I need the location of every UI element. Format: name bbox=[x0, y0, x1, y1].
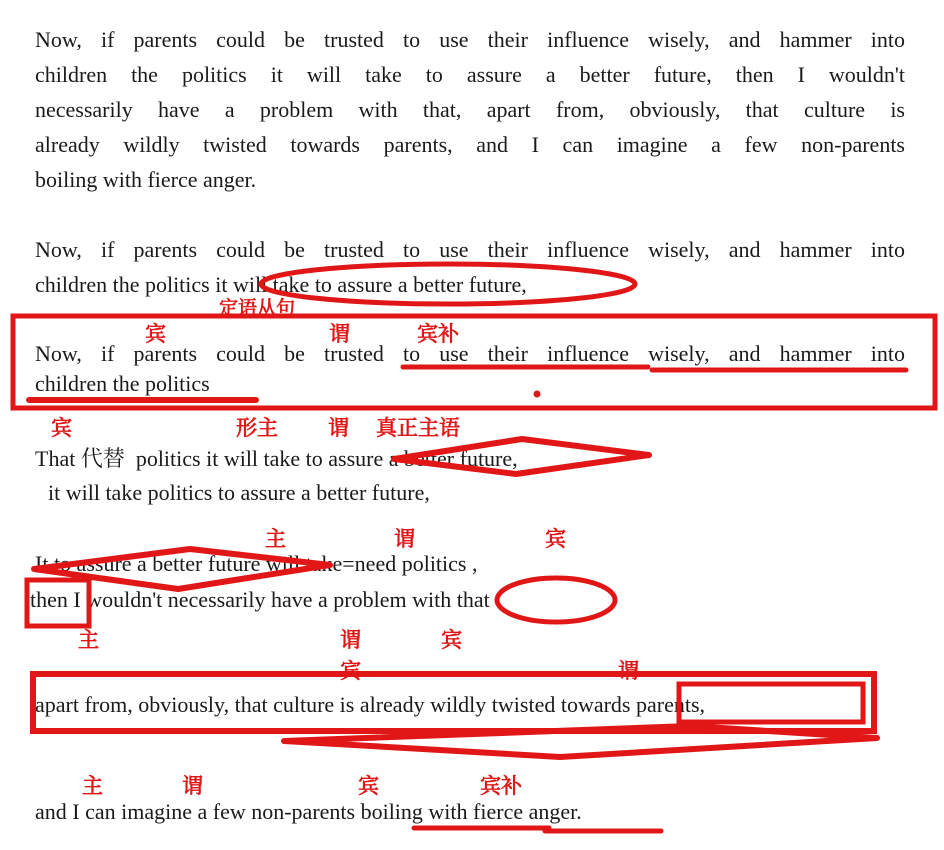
boxed-line1: Now, if parents could be trusted to use their influence wisely, and hammer into bbox=[35, 341, 905, 366]
ittake-line: It to assure a better future will take=need politics , bbox=[35, 551, 478, 576]
label-object-complement-final: 宾补 bbox=[480, 775, 522, 798]
excerpt-line1: Now, if parents could be trusted to use their influence wisely, and hammer into bbox=[35, 237, 905, 262]
paragraph1-line3: necessarily have a problem with that, apart from, obviously, that culture is bbox=[35, 97, 905, 122]
paragraph1-line2: children the politics it will take to assure a better future, then I wouldn't bbox=[35, 62, 905, 87]
label-object-that-row: 宾 bbox=[51, 417, 72, 440]
label-predicate-ittake: 谓 bbox=[394, 528, 415, 551]
label-formal-subject: 形主 bbox=[236, 417, 278, 440]
red-dot-annotation bbox=[534, 391, 541, 398]
paragraph1-line5: boiling with fierce anger. bbox=[35, 167, 257, 192]
label-object-final: 宾 bbox=[358, 775, 379, 798]
box-annotation-towards-parents bbox=[679, 684, 863, 722]
final-line: and I can imagine a few non-parents boiling with fierce anger. bbox=[35, 799, 582, 824]
paragraph1-line4: already wildly twisted towards parents, and I can imagine a few non-parents bbox=[35, 132, 905, 157]
label-object-complement-boxed: 宾补 bbox=[417, 323, 459, 346]
label-subject-final: 主 bbox=[82, 775, 103, 798]
that-row-line2: it will take politics to assure a better future, bbox=[48, 480, 430, 505]
label-object-then: 宾 bbox=[441, 629, 462, 652]
flat-diamond-flourish bbox=[284, 726, 877, 757]
label-subject-ittake: 主 bbox=[265, 528, 286, 551]
apart-line: apart from, obviously, that culture is already wildly twisted towards parents, bbox=[35, 692, 706, 717]
label-predicate-final: 谓 bbox=[182, 775, 203, 798]
label-predicate-apart: 谓 bbox=[618, 660, 639, 683]
label-attributive-clause: 定语从句 bbox=[219, 298, 296, 319]
that-row-line1: That 代替 politics it will take to assure a better future, bbox=[35, 446, 518, 471]
label-subject-then: 主 bbox=[78, 629, 99, 652]
label-predicate-that-row: 谓 bbox=[328, 417, 349, 440]
excerpt-line2: children the politics it will take to assure a better future, bbox=[35, 272, 527, 297]
label-object-ittake: 宾 bbox=[545, 528, 566, 551]
label-object-boxed: 宾 bbox=[145, 323, 166, 346]
label-predicate-boxed: 谓 bbox=[329, 323, 350, 346]
ellipse-annotation-with-that bbox=[497, 578, 615, 622]
label-real-subject: 真正主语 bbox=[376, 417, 460, 440]
label-object-apart: 宾 bbox=[340, 660, 361, 683]
paragraph1-line1: Now, if parents could be trusted to use their influence wisely, and hammer into bbox=[35, 27, 905, 52]
boxed-line2: children the politics bbox=[35, 371, 210, 396]
label-predicate-then: 谓 bbox=[340, 629, 361, 652]
then-line: then I wouldn't necessarily have a problem with that bbox=[30, 587, 490, 612]
